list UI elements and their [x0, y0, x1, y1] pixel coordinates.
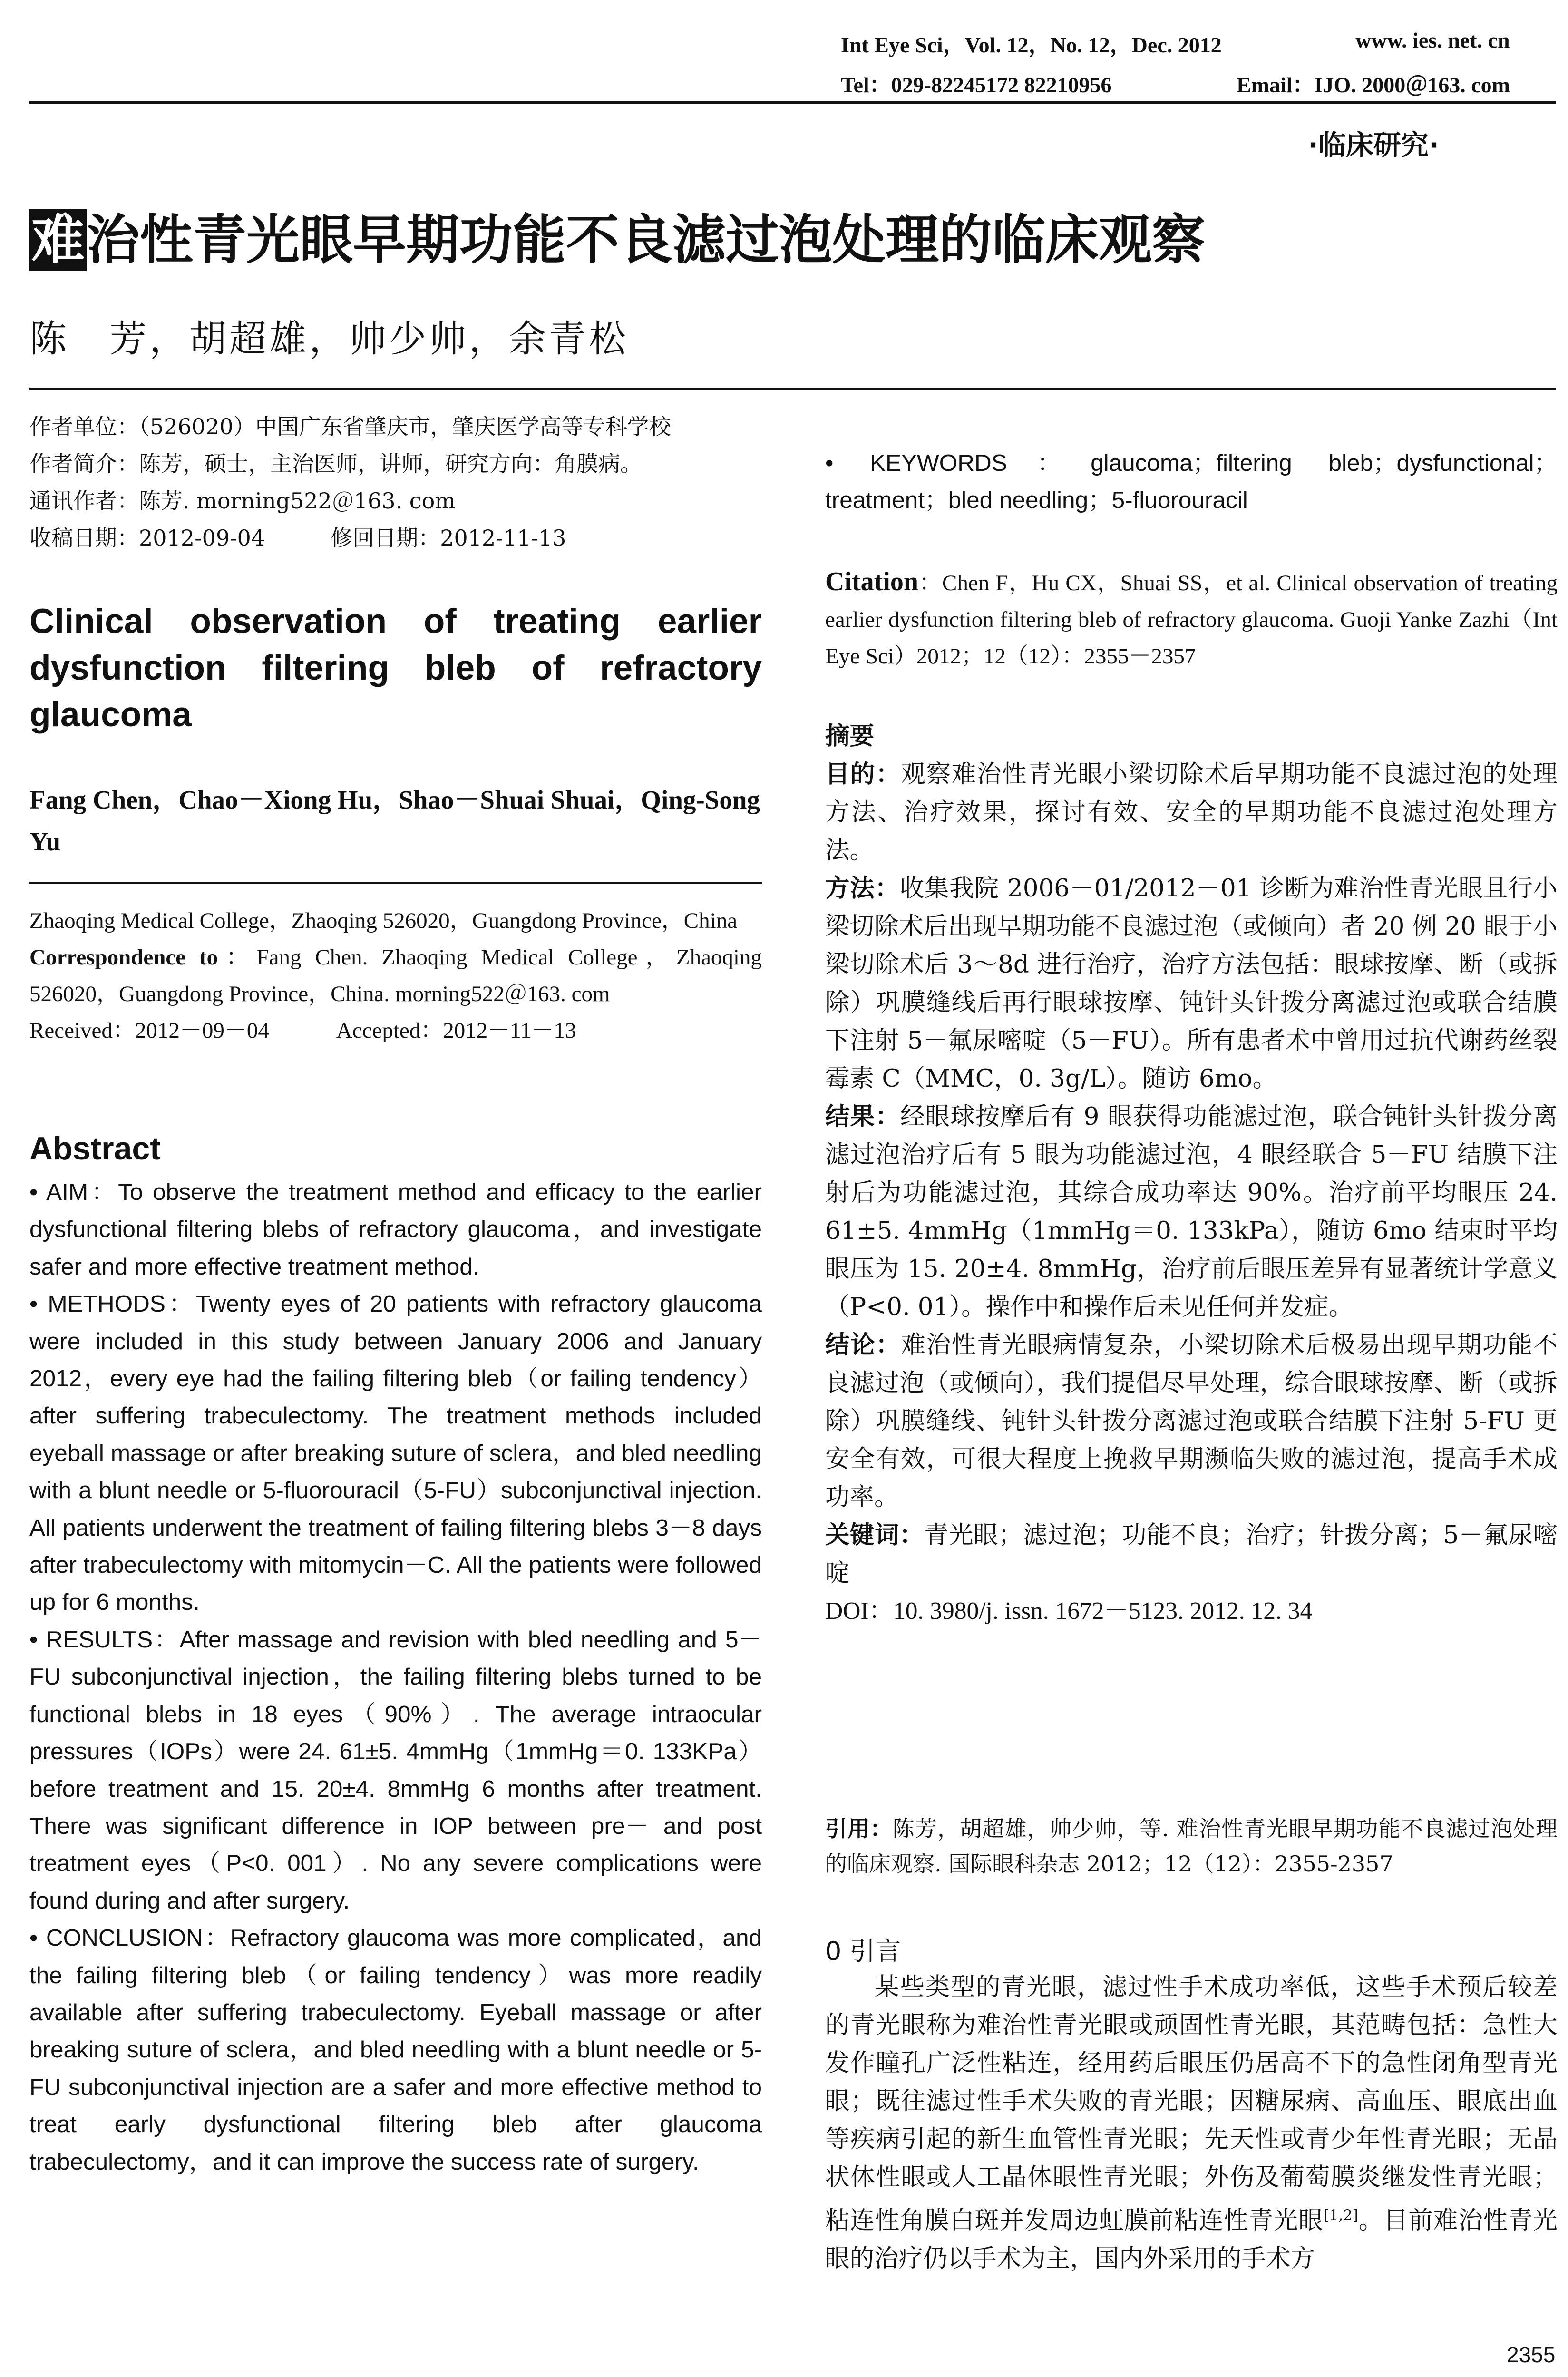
- intro-ref: [1,2]: [1323, 2207, 1358, 2224]
- keywords-label: 关键词：: [825, 1521, 925, 1549]
- citation-cn-text: 陈芳，胡超雄，帅少帅，等. 难治性青光眼早期功能不良滤过泡处理的临床观察. 国际眼科杂志 2012；12（12）：2355-2357: [825, 1816, 1558, 1877]
- doi: DOI：10. 3980/j. issn. 1672－5123. 2012. 12. 34: [825, 1598, 1313, 1625]
- title-rule: [29, 388, 1556, 390]
- abstract-cn-methods: [825, 869, 1558, 1098]
- abstract-cn-heading: 摘要: [825, 722, 875, 750]
- citation-cn: [825, 1811, 1558, 1881]
- abstract-heading: Abstract: [29, 1130, 161, 1167]
- methods-text: 收集我院 2006－01/2012－01 诊断为难治性青光眼且行小梁切除术后出现早期功能不良滤过泡（或倾向）者 20 例 20 眼于小梁切除术后 3～8d 进行治疗，治疗方法包括：眼球按摩、断（或拆除）巩膜缝线后再行眼球按摩、钝针头针拨分离滤过泡或联合结膜下注射 5－氟尿嘧啶（5－FU）。所有患者术中曾用过抗代谢药丝裂霉素 C（MMC，0. 3g/L）。随访 6mo。: [825, 874, 1558, 1093]
- citation-en: [825, 564, 1558, 675]
- title-en: Clinical observation of treating earlier dysfunction filtering bleb of refractory glaucoma: [29, 602, 762, 734]
- affiliation-en-block: [29, 903, 762, 1049]
- citation-en-label: Citation: [825, 567, 918, 596]
- correspondence: [29, 939, 762, 1013]
- abstract-cn: [825, 717, 1558, 1630]
- keywords-en: • KEYWORDS：glaucoma；filtering bleb；dysfunctional；treatment；bled needling；5-fluorouracil: [825, 450, 1558, 514]
- page-number: 2355: [1507, 2342, 1556, 2367]
- abstract-cn-conclusion: [825, 1326, 1558, 1516]
- methods-label: 方法：: [825, 874, 900, 903]
- abstract-cn-keywords: [825, 1516, 1558, 1592]
- corresponding-author-line: 通讯作者：陈芳. morning522＠163. com: [29, 488, 456, 514]
- abstract-conclusion: • CONCLUSION：Refractory glaucoma was more complicated，and the failing filtering bleb（or failing tendency）was more readily available after suffering trabeculectomy. Eyeball massage or after breaking suture of sclera，and bled needling with a blunt needle or 5-FU subconjunctival injection are a safer and more effective method to treat early dysfunctional filtering bleb after glaucoma trabeculectomy，and it can improve the success rate of surgery.: [29, 1925, 762, 2175]
- abstract-methods: • METHODS：Twenty eyes of 20 patients with refractory glaucoma were included in this study between January 2006 and January 2012，every eye had the failing filtering bleb（or failing tendency）after suffering trabeculectomy. The treatment methods included eyeball massage or after breaking suture of sclera，and bled needling with a blunt needle or 5-fluorouracil（5-FU）subconjunctival injection. All patients underwent the treatment of failing filtering blebs 3－8 days after trabeculectomy with mitomycin－C. All the patients were followed up for 6 months.: [29, 1291, 762, 1616]
- keywords-text: 青光眼；滤过泡；功能不良；治疗；针拨分离；5－氟尿嘧啶: [825, 1521, 1558, 1588]
- abstract-cn-results: [825, 1098, 1558, 1326]
- intro-text: 某些类型的青光眼，滤过性手术成功率低，这些手术预后较差的青光眼称为难治性青光眼或顽固性青光眼，其范畴包括：急性大发作瞳孔广泛性粘连，经用药后眼压仍居高不下的急性闭角型青光眼；既往滤过性手术失败的青光眼；因糖尿病、高血压、眼底出血等疾病引起的新生血管性青光眼；先天性或青少年性青光眼；无晶状体性眼或人工晶体眼性青光眼；外伤及葡萄膜炎继发性青光眼；粘连性角膜白斑并发周边虹膜前粘连性青光眼: [825, 1973, 1558, 2235]
- intro-text-after: 。目前难治性青光眼的治疗仍以手术为主，国内外采用的手术方: [825, 2206, 1558, 2273]
- journal-tel: Tel：029-82245172 82210956: [841, 73, 1112, 97]
- authors-cn: 陈 芳，胡超雄，帅少帅，余青松: [29, 318, 629, 360]
- abstract-en-body: [29, 1174, 762, 2181]
- title-drop-char: 难: [29, 209, 87, 271]
- abstract-aim: • AIM：To observe the treatment method and efficacy to the earlier dysfunctional filtering blebs of refractory glaucoma，and investigate safer and more effective treatment method.: [29, 1179, 762, 1280]
- aim-label: 目的：: [825, 760, 901, 789]
- aim-text: 观察难治性青光眼小梁切除术后早期功能不良滤过泡的处理方法、治疗效果，探讨有效、安全的早期功能不良滤过泡处理方法。: [825, 760, 1558, 865]
- results-label: 结果：: [825, 1102, 900, 1131]
- journal-email: Email：IJO. 2000＠163. com: [1237, 73, 1510, 97]
- received-date-line: 收稿日期：2012-09-04 修回日期：2012-11-13: [29, 525, 566, 551]
- authors-en: Fang Chen，Chao－Xiong Hu，Shao－Shuai Shuai，Qing-Song Yu: [29, 785, 760, 856]
- received-accepted: Received：2012－09－04 Accepted：2012－11－13: [29, 1018, 576, 1043]
- affiliation-cn: [29, 408, 762, 556]
- authors-rule: [29, 882, 762, 884]
- conclusion-label: 结论：: [825, 1331, 901, 1359]
- journal-info: Int Eye Sci，Vol. 12，No. 12，Dec. 2012: [841, 33, 1222, 57]
- header-rule: [29, 101, 1556, 104]
- correspondence-label: Correspondence to: [29, 945, 218, 970]
- affiliation-en: Zhaoqing Medical College，Zhaoqing 526020，Guangdong Province，China: [29, 908, 738, 933]
- affiliation-line: 作者单位：（526020）中国广东省肇庆市，肇庆医学高等专科学校: [29, 414, 671, 439]
- article-title: [29, 209, 1205, 271]
- intro-body: [825, 1968, 1558, 2278]
- author-bio-line: 作者简介：陈芳，硕士，主治医师，讲师，研究方向：角膜病。: [29, 451, 642, 477]
- citation-en-text: ：Chen F，Hu CX，Shuai SS，et al. Clinical observation of treating earlier dysfunction filtering bleb of refractory glaucoma. Guoji Yanke Zazhi（Int Eye Sci）2012；12（12）：2355－2357: [825, 571, 1558, 669]
- title-text: 治性青光眼早期功能不良滤过泡处理的临床观察: [87, 209, 1205, 271]
- section-label: ·临床研究·: [1308, 129, 1440, 161]
- intro-heading: 0 引言: [825, 1936, 901, 1966]
- results-text: 经眼球按摩后有 9 眼获得功能滤过泡，联合钝针头针拨分离滤过泡治疗后有 5 眼为功能滤过泡，4 眼经联合 5－FU 结膜下注射后为功能滤过泡，其综合成功率达 90%。治疗前平均眼压 24. 61±5. 4mmHg（1mmHg＝0. 133kPa），随访 6mo 结束时平均眼压为 15. 20±4. 8mmHg，治疗前后眼压差异有显著统计学意义（P<0. 01）。操作中和操作后未见任何并发症。: [825, 1102, 1558, 1321]
- abstract-results: • RESULTS：After massage and revision with bled needling and 5－FU subconjunctival injection，the failing filtering blebs turned to be functional blebs in 18 eyes（90%）. The average intraocular pressures（IOPs）were 24. 61±5. 4mmHg（1mmHg＝0. 133KPa）before treatment and 15. 20±4. 8mmHg 6 months after treatment. There was significant difference in IOP between pre－ and post treatment eyes（P<0. 001）. No any severe complications were found during and after surgery.: [29, 1626, 762, 1914]
- correspondence-text: ：Fang Chen. Zhaoqing Medical College，Zhaoqing 526020，Guangdong Province，China. morning522＠163. com: [29, 945, 762, 1006]
- citation-cn-label: 引用：: [825, 1816, 893, 1841]
- abstract-cn-aim: [825, 755, 1558, 869]
- journal-website: www. ies. net. cn: [1355, 28, 1510, 52]
- conclusion-text: 难治性青光眼病情复杂，小梁切除术后极易出现早期功能不良滤过泡（或倾向），我们提倡尽早处理，综合眼球按摩、断（或拆除）巩膜缝线、钝针头针拨分离滤过泡或联合结膜下注射 5-FU 更安全有效，可很大程度上挽救早期濒临失败的滤过泡，提高手术成功率。: [825, 1331, 1558, 1511]
